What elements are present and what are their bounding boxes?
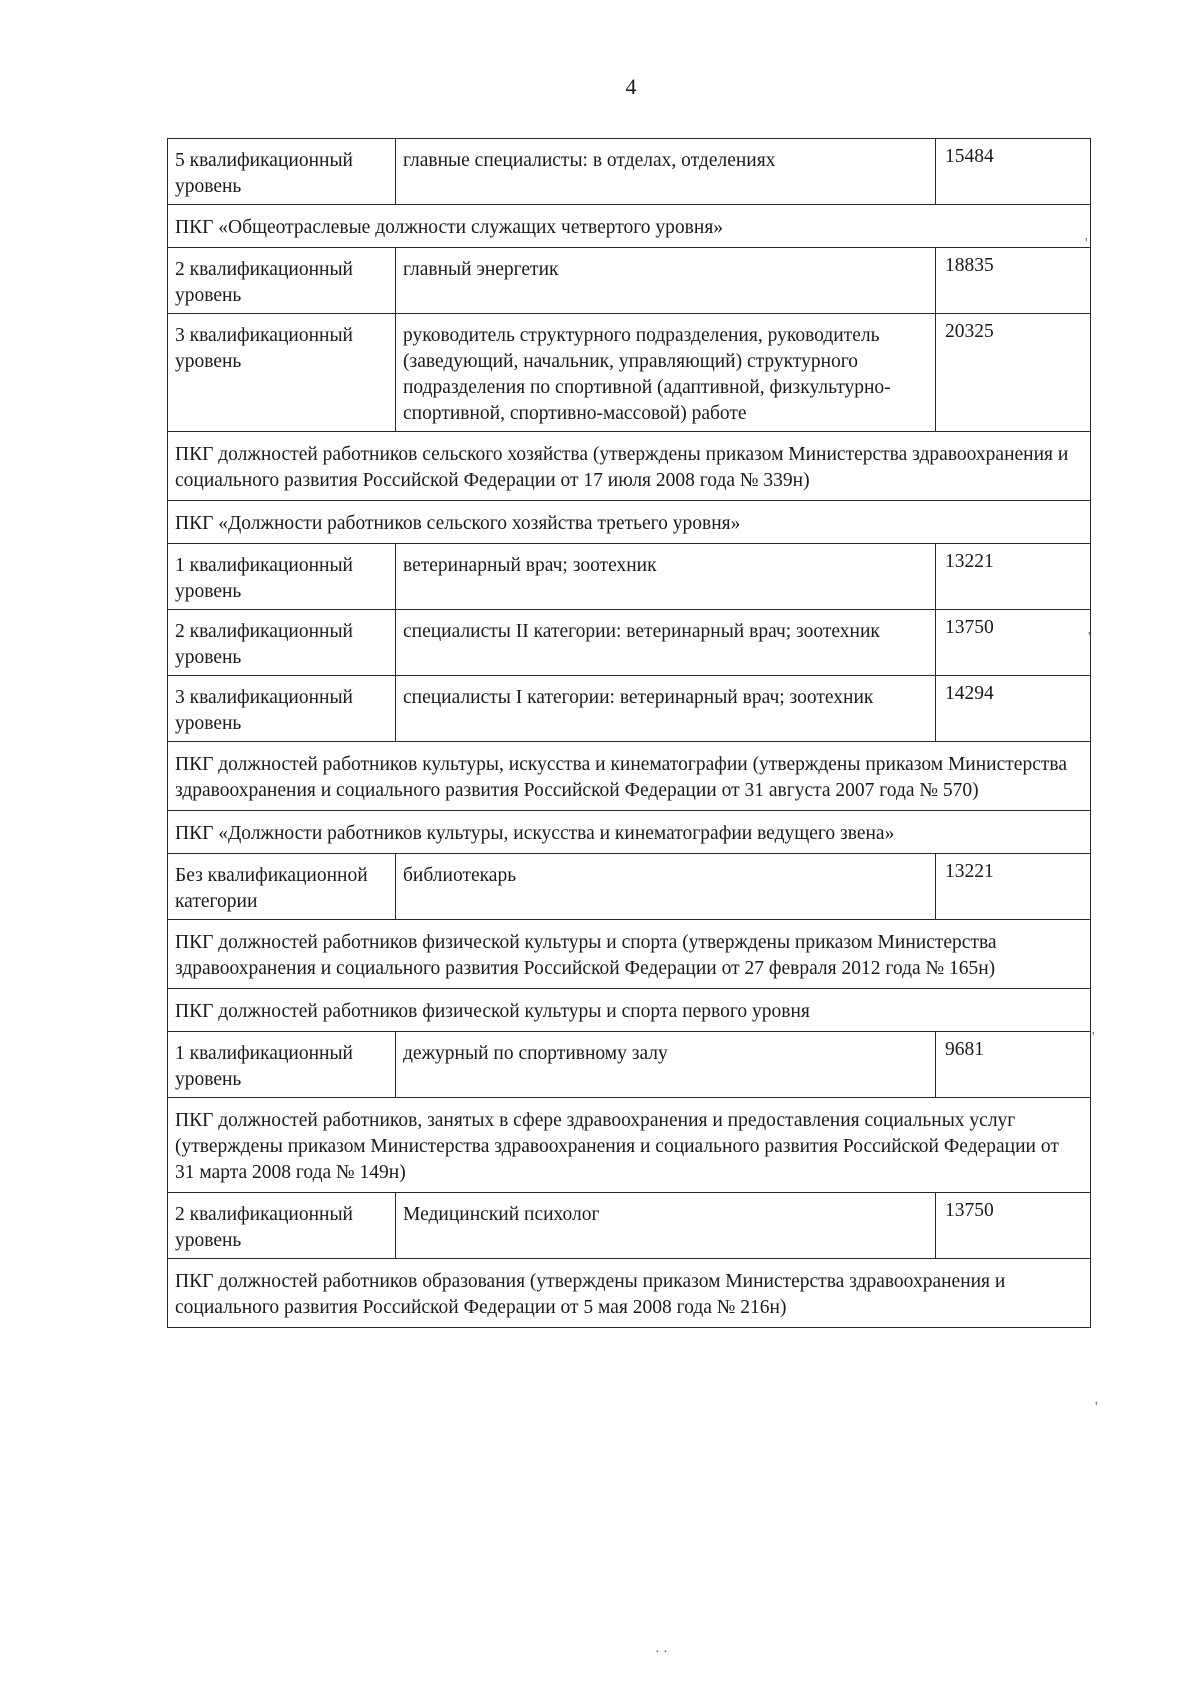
section-title: ПКГ должностей работников образования (утверждены приказом Министерства здравоохранения и социального развития Российской Федерации от 5 мая 2008 года № 216н) — [168, 1259, 1091, 1328]
salary-table — [167, 138, 1091, 1328]
qualification-level-cell: Без квалификационной категории — [168, 854, 396, 920]
scan-speck: ' — [1088, 630, 1091, 645]
position-cell: ветеринарный врач; зоотехник — [396, 544, 936, 610]
section-header-row — [168, 1259, 1091, 1328]
scan-speck: ' — [1085, 236, 1088, 251]
section-title: ПКГ должностей работников физической культуры и спорта первого уровня — [168, 989, 1091, 1032]
section-title: ПКГ должностей работников культуры, искусства и кинематографии (утверждены приказом Министерства здравоохранения и социального развития Российской Федерации от 31 августа 2007 года № 570) — [168, 742, 1091, 811]
salary-value-cell: 13221 — [936, 854, 1091, 920]
table-row — [168, 314, 1091, 432]
section-header-row — [168, 432, 1091, 501]
salary-value-cell: 9681 — [936, 1032, 1091, 1098]
qualification-level-cell: 5 квалификационный уровень — [168, 139, 396, 205]
section-title: ПКГ «Должности работников культуры, искусства и кинематографии ведущего звена» — [168, 811, 1091, 854]
salary-value-cell: 20325 — [936, 314, 1091, 432]
position-cell: главный энергетик — [396, 248, 936, 314]
section-title: ПКГ «Должности работников сельского хозяйства третьего уровня» — [168, 501, 1091, 544]
qualification-level-cell: 2 квалификационный уровень — [168, 610, 396, 676]
page-number: 4 — [625, 74, 637, 99]
salary-value-cell: 13750 — [936, 610, 1091, 676]
position-cell: дежурный по спортивному залу — [396, 1032, 936, 1098]
qualification-level-cell: 1 квалификационный уровень — [168, 544, 396, 610]
position-cell: Медицинский психолог — [396, 1193, 936, 1259]
scan-speck: ' — [1092, 1030, 1095, 1045]
section-title: ПКГ должностей работников, занятых в сфере здравоохранения и предоставления социальных услуг (утверждены приказом Министерства здравоохранения и социального развития Российской Федерации от 31 марта 2008 года № 149н) — [168, 1098, 1091, 1193]
section-header-row — [168, 989, 1091, 1032]
qualification-level-cell: 1 квалификационный уровень — [168, 1032, 396, 1098]
section-header-row — [168, 920, 1091, 989]
section-header-row — [168, 811, 1091, 854]
table-row — [168, 676, 1091, 742]
section-header-row — [168, 501, 1091, 544]
scan-speck: · · — [655, 1645, 668, 1660]
qualification-level-cell: 3 квалификационный уровень — [168, 314, 396, 432]
salary-value-cell: 13221 — [936, 544, 1091, 610]
table-row — [168, 248, 1091, 314]
qualification-level-cell: 2 квалификационный уровень — [168, 248, 396, 314]
salary-value-cell: 13750 — [936, 1193, 1091, 1259]
table-row — [168, 1193, 1091, 1259]
table-row — [168, 1032, 1091, 1098]
section-title: ПКГ «Общеотраслевые должности служащих четвертого уровня» — [168, 205, 1091, 248]
section-header-row — [168, 742, 1091, 811]
scan-speck: ' — [1095, 1400, 1098, 1415]
position-cell: главные специалисты: в отделах, отделениях — [396, 139, 936, 205]
salary-value-cell: 18835 — [936, 248, 1091, 314]
section-header-row — [168, 1098, 1091, 1193]
position-cell: специалисты I категории: ветеринарный врач; зоотехник — [396, 676, 936, 742]
position-cell: библиотекарь — [396, 854, 936, 920]
salary-table-body — [168, 139, 1091, 1328]
section-header-row — [168, 205, 1091, 248]
salary-value-cell: 14294 — [936, 676, 1091, 742]
qualification-level-cell: 2 квалификационный уровень — [168, 1193, 396, 1259]
position-cell: руководитель структурного подразделения, руководитель (заведующий, начальник, управляющий) структурного подразделения по спортивной (адаптивной, физкультурно-спортивной, спортивно-массовой) работе — [396, 314, 936, 432]
qualification-level-cell: 3 квалификационный уровень — [168, 676, 396, 742]
table-row — [168, 610, 1091, 676]
position-cell: специалисты II категории: ветеринарный врач; зоотехник — [396, 610, 936, 676]
section-title: ПКГ должностей работников физической культуры и спорта (утверждены приказом Министерства здравоохранения и социального развития Российской Федерации от 27 февраля 2012 года № 165н) — [168, 920, 1091, 989]
table-row — [168, 139, 1091, 205]
table-row — [168, 854, 1091, 920]
section-title: ПКГ должностей работников сельского хозяйства (утверждены приказом Министерства здравоохранения и социального развития Российской Федерации от 17 июля 2008 года № 339н) — [168, 432, 1091, 501]
salary-value-cell: 15484 — [936, 139, 1091, 205]
table-row — [168, 544, 1091, 610]
